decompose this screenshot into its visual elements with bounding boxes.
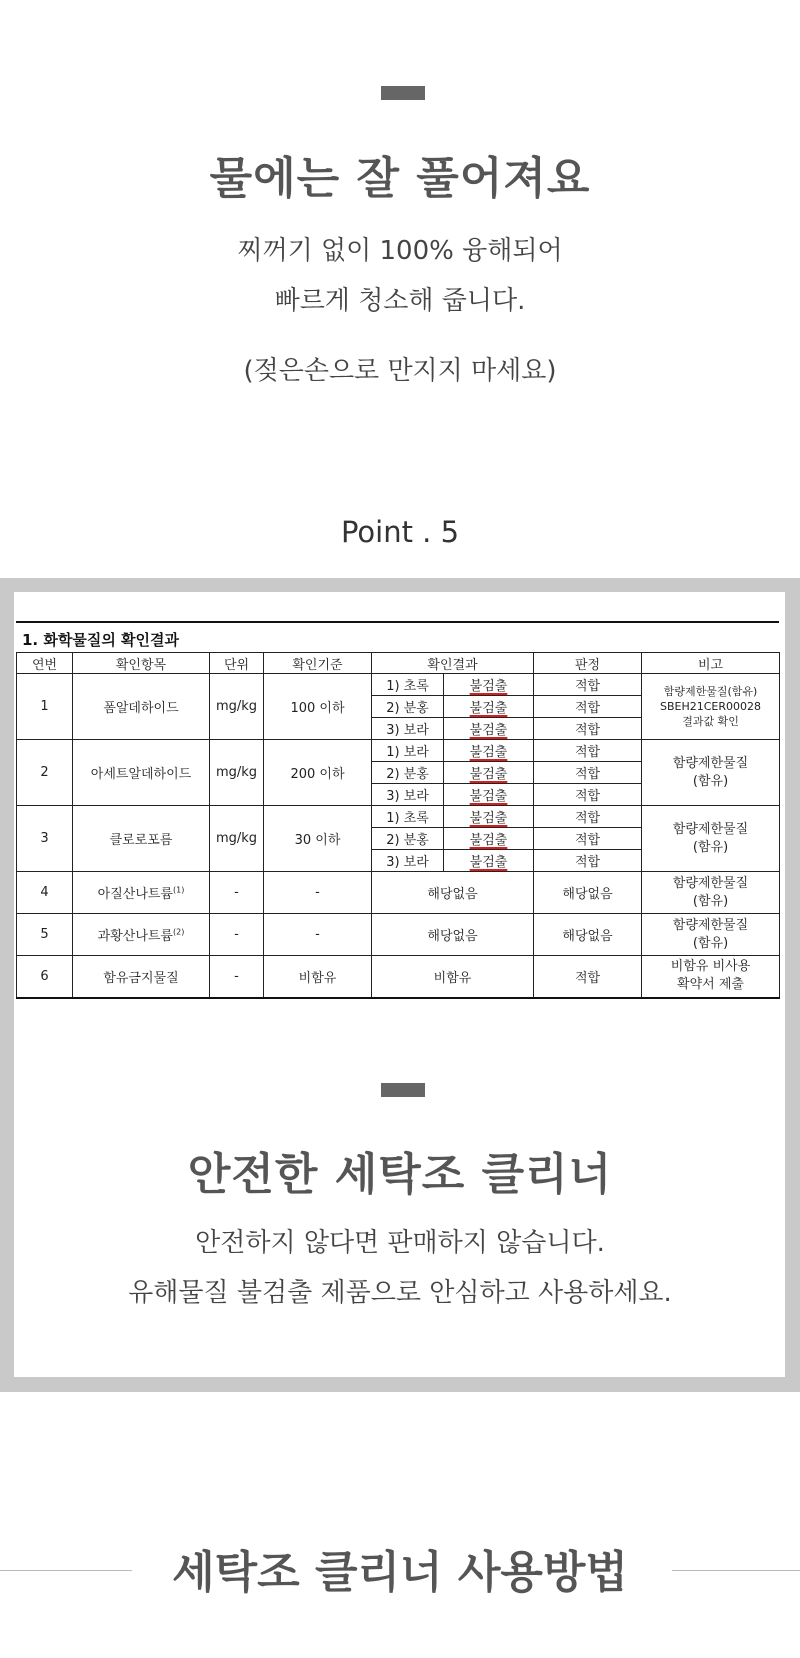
item-footnote: (1) [173,885,185,895]
section1-line1: 찌꺼기 없이 100% 융해되어 [237,236,563,266]
cell-result [444,762,534,784]
cell-sample: 1) 초록 [372,674,444,696]
cell-note [642,872,780,914]
cell-standard: - [264,872,372,914]
cell-note [642,914,780,956]
cell-result [444,806,534,828]
cell-judgement: 적합 [534,718,642,740]
cell-sample: 2) 분홍 [372,696,444,718]
note-line: 확약서 제출 [677,977,744,993]
cell-judgement: 적합 [534,674,642,696]
cell-standard: 비함유 [264,956,372,998]
cell-result [444,850,534,872]
note-line: 함량제한물질 [672,917,749,933]
cell-no: 6 [17,956,73,998]
cell-judgement: 적합 [534,762,642,784]
result-value: 불검출 [469,789,508,804]
table-row [17,956,780,998]
cell-result [444,718,534,740]
note-line: (함유) [692,839,729,855]
section1-line2: 빠르게 청소해 줍니다. [274,286,526,316]
cell-unit: - [210,956,264,998]
item-name: 아질산나트륨 [97,887,173,902]
cell-judgement: 적합 [534,806,642,828]
result-value: 불검출 [469,679,508,694]
cell-item [73,872,210,914]
cell-item: 함유금지물질 [73,956,210,998]
note-line: 함량제한물질 [672,821,749,837]
cell-sample: 2) 분홍 [372,762,444,784]
col-header-result: 확인결과 [372,653,534,674]
note-line: (함유) [692,773,729,789]
chemical-test-document [16,621,779,999]
cell-unit: - [210,914,264,956]
cell-judgement: 해당없음 [534,914,642,956]
cell-item: 폼알데하이드 [73,674,210,740]
cell-result [444,674,534,696]
cell-unit: mg/kg [210,806,264,872]
result-value: 불검출 [469,745,508,760]
result-value: 불검출 [469,701,508,716]
cell-no: 1 [17,674,73,740]
usage-heading: 세탁조 클리너 사용방법 [172,1547,628,1598]
section2-heading: 안전한 세탁조 클리너 [187,1149,613,1200]
cell-result: 비함유 [372,956,534,998]
cell-standard: 30 이하 [264,806,372,872]
table-row [17,806,780,828]
result-value: 불검출 [469,855,508,870]
cell-judgement: 해당없음 [534,872,642,914]
note-line: (함유) [692,935,729,951]
point-label: Point . 5 [340,515,460,549]
cell-result: 해당없음 [372,872,534,914]
cell-item [73,914,210,956]
cell-no: 4 [17,872,73,914]
cell-sample: 2) 분홍 [372,828,444,850]
cell-result [444,784,534,806]
cell-note [642,674,780,740]
note-line: 결과값 확인 [682,715,739,728]
result-value: 불검출 [469,767,508,782]
note-line: 함량제한물질 [672,875,749,891]
result-value: 불검출 [469,723,508,738]
note-line: 함량제한물질 [672,755,749,771]
table-row [17,914,780,956]
cell-judgement: 적합 [534,828,642,850]
cell-sample: 3) 보라 [372,718,444,740]
cell-standard: 100 이하 [264,674,372,740]
cell-result: 해당없음 [372,914,534,956]
note-line: 비함유 비사용 [670,959,751,975]
cell-standard: - [264,914,372,956]
cell-note [642,806,780,872]
cell-no: 3 [17,806,73,872]
col-header-note: 비고 [642,653,780,674]
cell-no: 5 [17,914,73,956]
cell-unit: - [210,872,264,914]
cell-result [444,828,534,850]
section-divider-bar [381,1083,425,1097]
table-row [17,740,780,762]
cell-note [642,740,780,806]
cell-result [444,740,534,762]
results-table [16,652,780,999]
col-header-unit: 단위 [210,653,264,674]
cell-sample: 1) 초록 [372,806,444,828]
cell-note [642,956,780,998]
cell-result [444,696,534,718]
section1-note: (젖은손으로 만지지 마세요) [243,356,557,386]
result-value: 불검출 [469,833,508,848]
cell-no: 2 [17,740,73,806]
item-footnote: (2) [173,927,185,937]
cell-sample: 3) 보라 [372,850,444,872]
cell-judgement: 적합 [534,850,642,872]
col-header-no: 연번 [17,653,73,674]
cell-item: 클로로포름 [73,806,210,872]
col-header-standard: 확인기준 [264,653,372,674]
result-value: 불검출 [469,811,508,826]
cell-sample: 3) 보라 [372,784,444,806]
cell-judgement: 적합 [534,696,642,718]
table-header-row [17,653,780,674]
cell-item: 아세트알데하이드 [73,740,210,806]
cell-sample: 1) 보라 [372,740,444,762]
section2-line1: 안전하지 않다면 판매하지 않습니다. [195,1228,605,1258]
section1-heading: 물에는 잘 풀어져요 [209,153,591,204]
table-row [17,872,780,914]
item-name: 과황산나트륨 [97,929,173,944]
col-header-item: 확인항목 [73,653,210,674]
section-divider-bar [381,86,425,100]
cell-unit: mg/kg [210,740,264,806]
document-title: 1. 화학물질의 확인결과 [22,631,179,649]
cell-judgement: 적합 [534,784,642,806]
note-line: 함량제한물질(함유) [663,685,758,698]
cell-unit: mg/kg [210,674,264,740]
cell-standard: 200 이하 [264,740,372,806]
section2-line2: 유해물질 불검출 제품으로 안심하고 사용하세요. [128,1278,672,1308]
cell-judgement: 적합 [534,740,642,762]
cell-judgement: 적합 [534,956,642,998]
note-line: (함유) [692,893,729,909]
col-header-judgement: 판정 [534,653,642,674]
table-row [17,674,780,696]
note-line: SBEH21CER00028 [660,700,762,713]
